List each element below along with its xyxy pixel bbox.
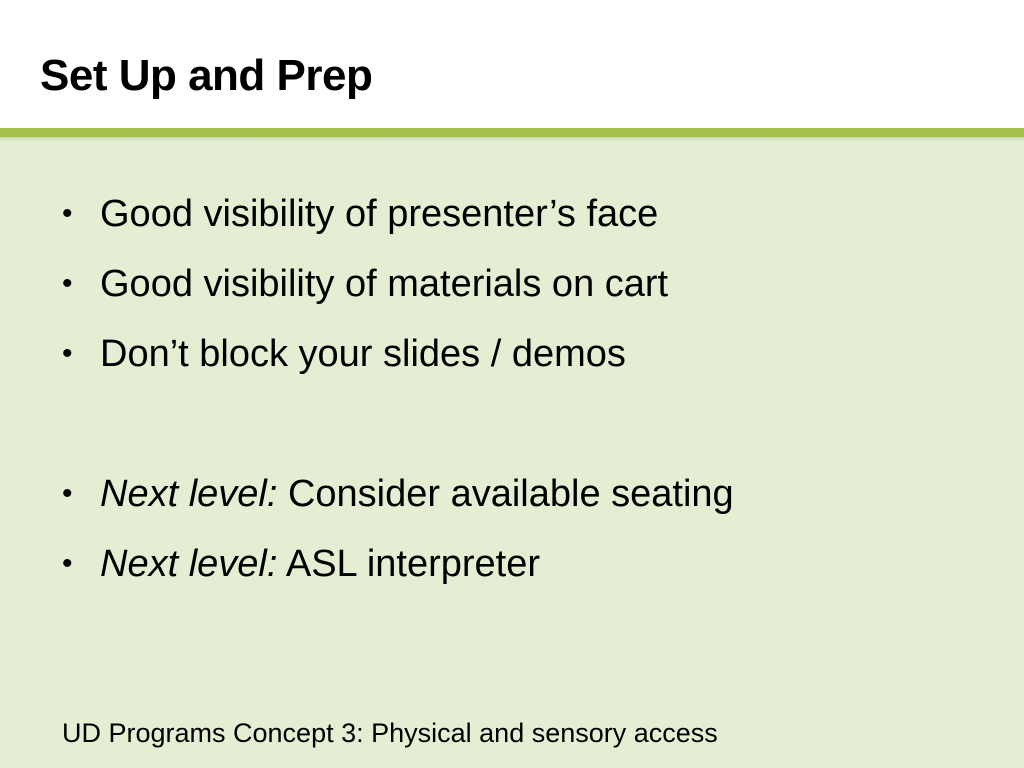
bullet-item [60, 258, 980, 328]
bullet-text: Don’t block your slides / demos [100, 333, 626, 375]
bullet-item [60, 328, 980, 398]
bullet-text: Good visibility of materials on cart [100, 263, 669, 305]
bullet-dot-icon: • [62, 477, 73, 510]
bullet-prefix: Next level: [100, 543, 278, 585]
bullet-dot-icon: • [62, 337, 73, 370]
bullet-prefix: Next level: [100, 473, 278, 515]
bullet-text: Good visibility of presenter’s face [100, 193, 659, 235]
bullet-list [60, 188, 980, 608]
bullet-item [60, 538, 980, 608]
bullet-dot-icon: • [62, 267, 73, 300]
bullet-item [60, 468, 980, 538]
slide-header [0, 0, 1024, 128]
accent-rule-shadow [0, 137, 1024, 141]
bullet-dot-icon: • [62, 197, 73, 230]
bullet-text: ASL interpreter [277, 543, 541, 585]
bullet-dot-icon: • [62, 547, 73, 580]
bullet-item [60, 188, 980, 258]
slide-footer: UD Programs Concept 3: Physical and sensory access [62, 718, 718, 748]
slide-title: Set Up and Prep [40, 51, 373, 100]
bullet-text: Consider available seating [277, 473, 734, 515]
accent-rule [0, 128, 1024, 137]
